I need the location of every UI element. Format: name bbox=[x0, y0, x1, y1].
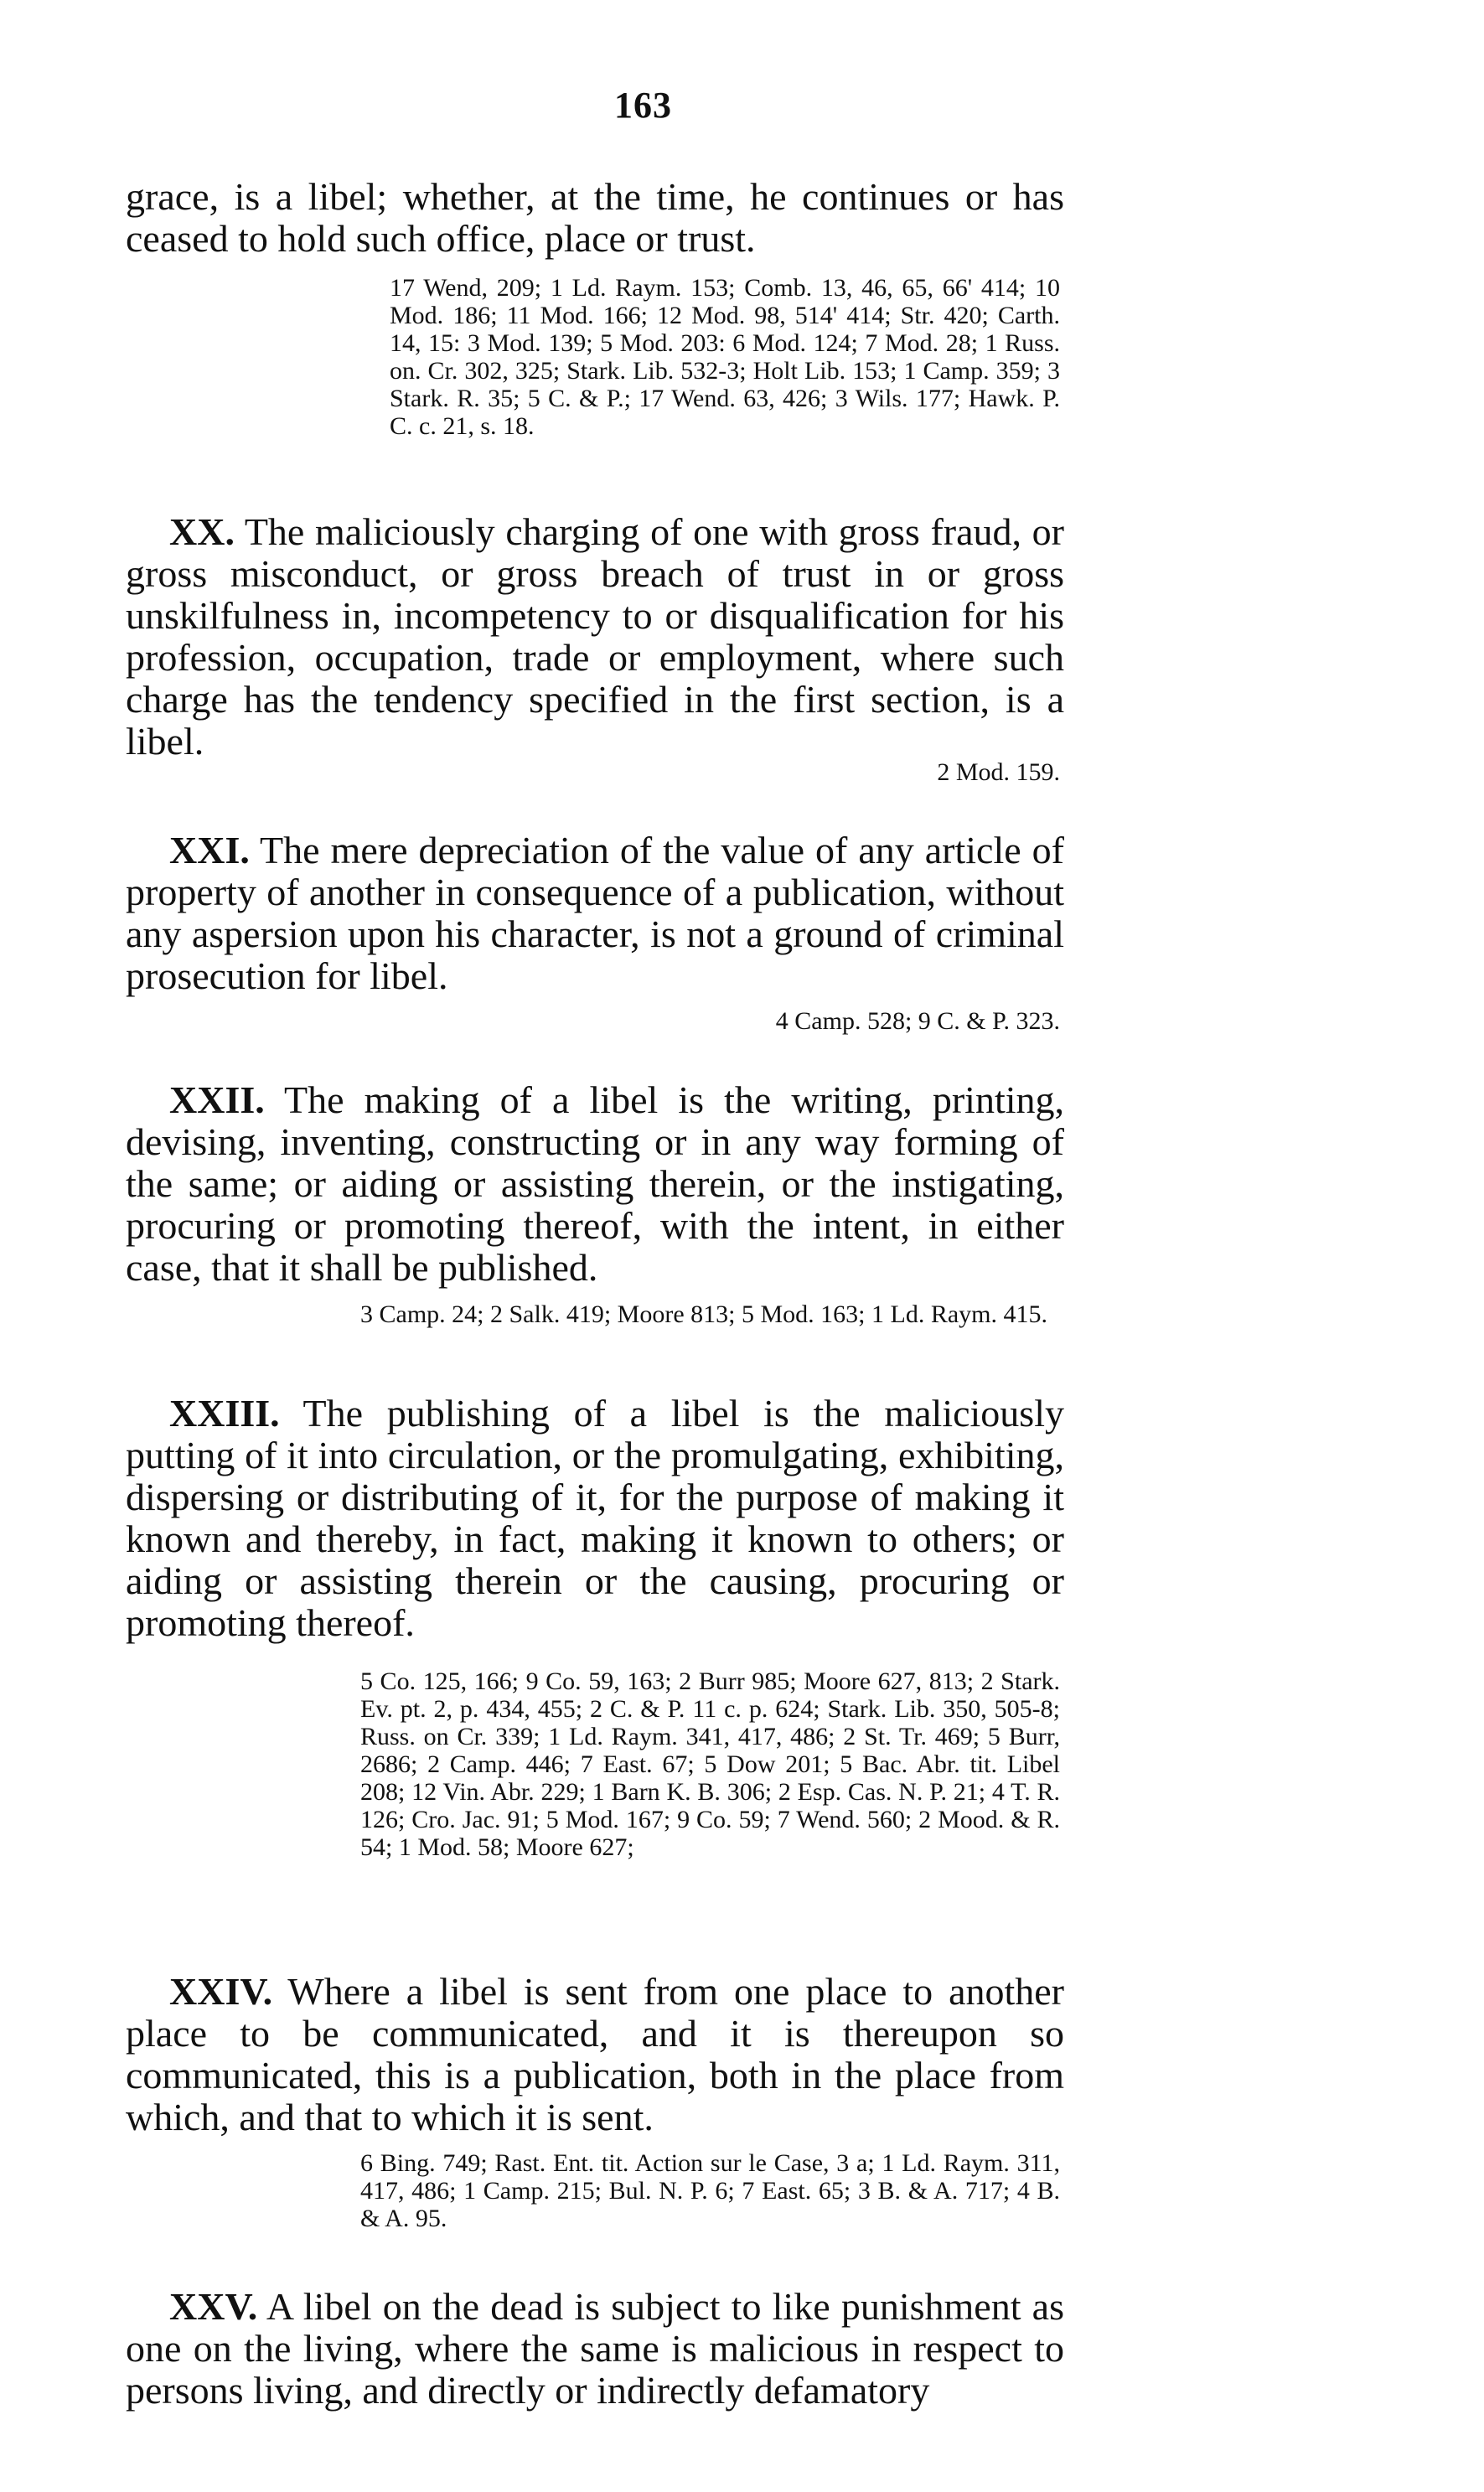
section-text: The mere depreciation of the value of any article of property of another in consequence of a publication, without any aspersion upon his character, is not a ground of criminal prosecution for libel. bbox=[126, 829, 1064, 997]
section-numeral: XXV. bbox=[169, 2285, 258, 2328]
section-numeral: XXI. bbox=[169, 829, 250, 871]
section-text: The maliciously charging of one with gross fraud, or gross misconduct, or gross breach of trust in or gross unskilfulness in, incompetency to or disqualification for his profession, occupation, trade or employment, where such charge has the tendency specified in the first section, is a libel. bbox=[126, 510, 1065, 763]
section-numeral: XX. bbox=[169, 510, 235, 553]
paragraph-text: grace, is a libel; whether, at the time, he continues or has ceased to hold such office, place or trust. bbox=[126, 175, 1064, 260]
section-numeral: XXII. bbox=[169, 1078, 265, 1121]
section-numeral: XXIV. bbox=[169, 1970, 273, 2013]
section-text: A libel on the dead is subject to like punishment as one on the living, where the same is malicious in respect to persons living, and directly or indirectly defamatory bbox=[126, 2285, 1064, 2412]
citation: 6 Bing. 749; Rast. Ent. tit. Action sur le Case, 3 a; 1 Ld. Raym. 311, 417, 486; 1 Camp. 215; Bul. N. P. 6; 7 East. 65; 3 B. & A. 717; 4 B. & A. 95. bbox=[360, 2149, 1060, 2232]
paragraph-continuation bbox=[126, 176, 1064, 260]
section-xxiv bbox=[126, 1971, 1064, 2138]
citation: 5 Co. 125, 166; 9 Co. 59, 163; 2 Burr 985; Moore 627, 813; 2 Stark. Ev. pt. 2, p. 434, 455; 2 C. & P. 11 c. p. 624; Stark. Lib. 350, 505-8; Russ. on Cr. 339; 1 Ld. Raym. 341, 417, 486; 2 St. Tr. 469; 5 Burr, 2686; 2 Camp. 446; 7 East. 67; 5 Dow 201; 5 Bac. Abr. tit. Libel 208; 12 Vin. Abr. 229; 1 Barn K. B. 306; 2 Esp. Cas. N. P. 21; 4 T. R. 126; Cro. Jac. 91; 5 Mod. 167; 9 Co. 59; 7 Wend. 560; 2 Mood. & R. 54; 1 Mod. 58; Moore 627; bbox=[360, 1667, 1060, 1861]
section-numeral: XXIII. bbox=[169, 1392, 280, 1435]
section-xxii bbox=[126, 1079, 1064, 1289]
section-xxi bbox=[126, 830, 1064, 997]
section-xxv bbox=[126, 2286, 1064, 2412]
section-text: The making of a libel is the writing, printing, devising, inventing, constructing or in any way forming of the same; or aiding or assisting therein, or the instigating, procuring or promoting thereof, with the intent, in either case, that it shall be published. bbox=[126, 1078, 1065, 1289]
section-xx bbox=[126, 511, 1064, 763]
page-number: 163 bbox=[614, 85, 672, 126]
section-text: Where a libel is sent from one place to another place to be communicated, and it is thereupon so communicated, this is a publication, both in the place from which, and that to which it is sent. bbox=[126, 1970, 1065, 2138]
section-text: The publishing of a libel is the maliciously putting of it into circulation, or the promulgating, exhibiting, dispersing or distributing of it, for the purpose of making it known and thereby, in fact, making it known to others; or aiding or assisting therein or the causing, procuring or promoting thereof. bbox=[126, 1392, 1064, 1644]
citation: 17 Wend, 209; 1 Ld. Raym. 153; Comb. 13, 46, 65, 66' 414; 10 Mod. 186; 11 Mod. 166; 12 Mod. 98, 514' 414; Str. 420; Carth. 14, 15: 3 Mod. 139; 5 Mod. 203: 6 Mod. 124; 7 Mod. 28; 1 Russ. on. Cr. 302, 325; Stark. Lib. 532-3; Holt Lib. 153; 1 Camp. 359; 3 Stark. R. 35; 5 C. & P.; 17 Wend. 63, 426; 3 Wils. 177; Hawk. P. C. c. 21, s. 18. bbox=[390, 274, 1060, 440]
citation: 4 Camp. 528; 9 C. & P. 323. bbox=[775, 1007, 1060, 1035]
citation: 3 Camp. 24; 2 Salk. 419; Moore 813; 5 Mod. 163; 1 Ld. Raym. 415. bbox=[360, 1300, 1047, 1328]
citation: 2 Mod. 159. bbox=[937, 758, 1060, 786]
section-xxiii bbox=[126, 1393, 1064, 1644]
